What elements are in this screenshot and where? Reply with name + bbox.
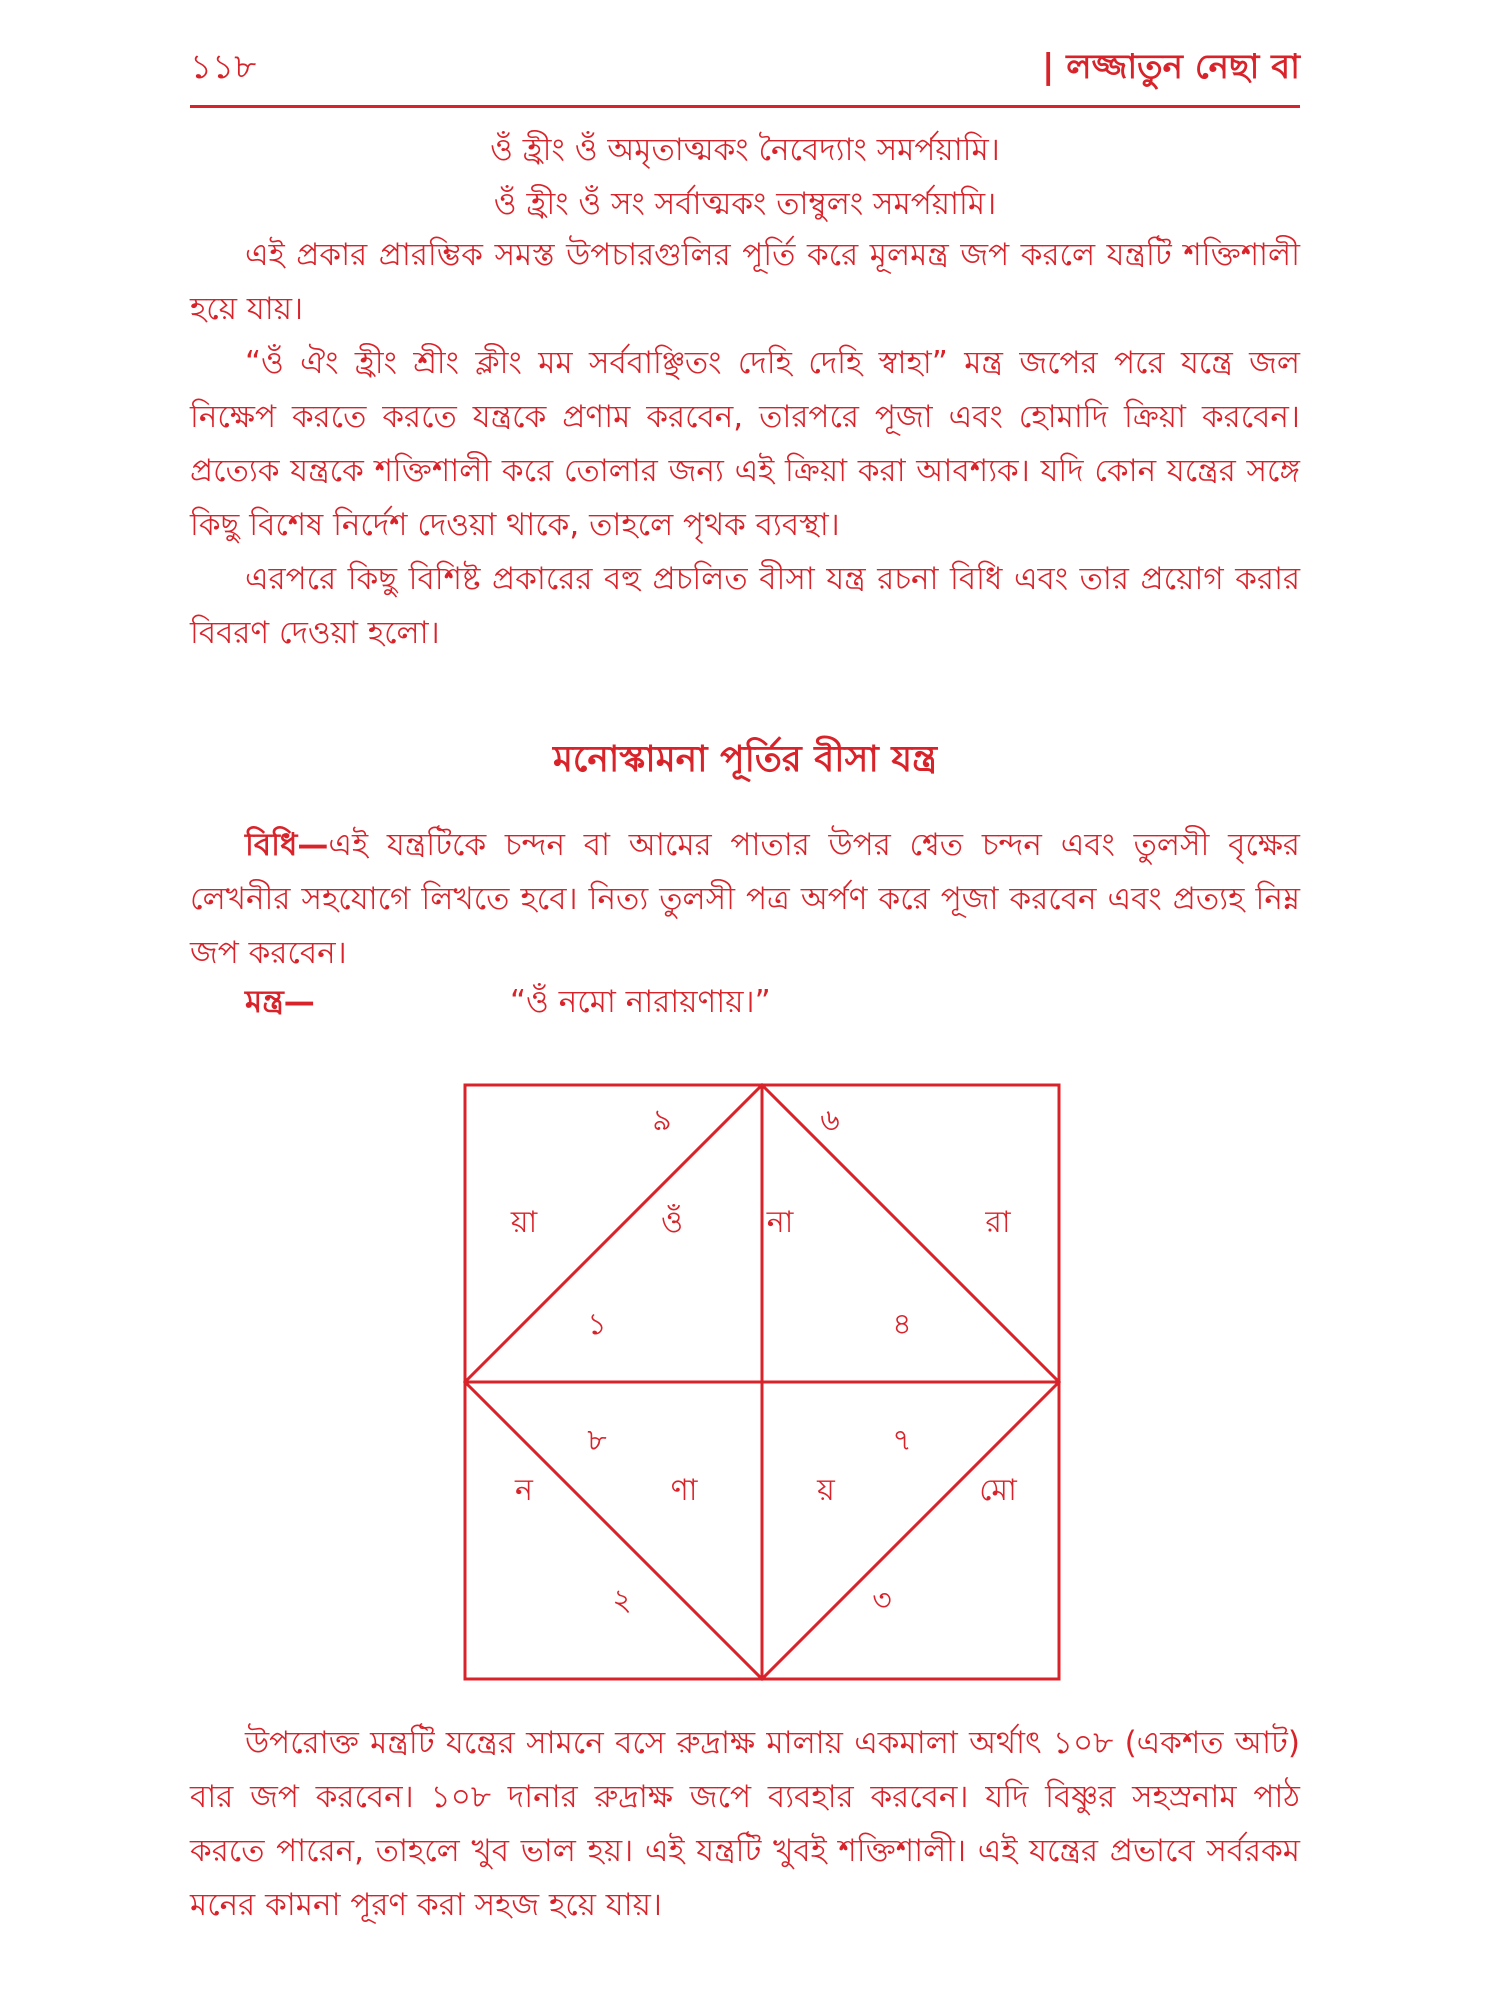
yantra-cell-top-left-number: ৯: [652, 1103, 672, 1138]
yantra-cell-lower-right-letter: মো: [979, 1473, 1017, 1508]
paragraph-2: “ওঁ ঐং হ্রীং শ্রীং ক্লীং মম সর্ববাঞ্ছিতং দেহি দেহি স্বাহা” মন্ত্র জপের পরে যন্ত্রে জল নিক্ষেপ করতে করতে যন্ত্রকে প্রণাম করবেন, তারপরে পূজা এবং হোমাদি ক্রিয়া করবেন। প্রত্যেক যন্ত্রকে শক্তিশালী করে তোলার জন্য এই ক্রিয়া করা আবশ্যক। যদি কোন যন্ত্রের সঙ্গে কিছু বিশেষ নির্দেশ দেওয়া থাকে, তাহলে পৃথক ব্যবস্থা।: [190, 345, 1300, 543]
yantra-cell-bottom-left-number: ২: [612, 1583, 632, 1618]
closing-paragraph: উপরোক্ত মন্ত্রটি যন্ত্রের সামনে বসে রুদ্রাক্ষ মালায় একমালা অর্থাৎ ১০৮ (একশত আট) বার জপ করবেন। ১০৮ দানার রুদ্রাক্ষ জপে ব্যবহার করবেন। যদি বিষ্ণুর সহস্রনাম পাঠ করতে পারেন, তাহলে খুব ভাল হয়। এই যন্ত্রটি খুবই শক্তিশালী। এই যন্ত্রের প্রভাবে সর্বরকম মনের কামনা পূরণ করা সহজ হয়ে যায়।: [190, 1725, 1300, 1923]
yantra-cell-upper-left-letter: য়া: [510, 1205, 538, 1240]
vidhi-label: বিধি—: [245, 827, 329, 863]
yantra-cell-lower-left-letter: ন: [515, 1473, 533, 1508]
vidhi-paragraph: [190, 818, 1300, 980]
yantra-cell-upper-right-letter: রা: [985, 1205, 1011, 1240]
yantra-cell-top-right-number: ৬: [820, 1103, 840, 1138]
yantra-cell-upper-right-inner-number: ৪: [892, 1307, 912, 1342]
yantra-cell-bottom-right-number: ৩: [872, 1583, 892, 1618]
page-number: ১১৮: [190, 47, 257, 87]
paragraph-1: এই প্রকার প্রারম্ভিক সমস্ত উপচারগুলির পূর্তি করে মূলমন্ত্র জপ করলে যন্ত্রটি শক্তিশালী হয়ে যায়।: [190, 237, 1300, 327]
mantra-line-2: ওঁ হ্রীং ওঁ সং সর্বাত্মকং তাম্বুলং সমর্পয়ামি।: [493, 186, 997, 222]
yantra-cell-upper-center-left: ওঁ: [660, 1205, 684, 1240]
yantra-cell-lower-center-right: য়: [817, 1473, 835, 1508]
paragraph-3: এরপরে কিছু বিশিষ্ট প্রকারের বহু প্রচলিত বীসা যন্ত্র রচনা বিধি এবং তার প্রয়োগ করার বিবরণ দেওয়া হলো।: [190, 561, 1300, 651]
vidhi-text: এই যন্ত্রটিকে চন্দন বা আমের পাতার উপর শ্বেত চন্দন এবং তুলসী বৃক্ষের লেখনীর সহযোগে লিখতে হবে। নিত্য তুলসী পত্র অর্পণ করে পূজা করবেন এবং প্রত্যহ নিম্ন জপ করবেন।: [190, 827, 1300, 971]
header-rule: [190, 105, 1300, 108]
yantra-cell-upper-left-inner-number: ১: [587, 1307, 607, 1342]
mantra-text: “ওঁ নমো নারায়ণায়।”: [510, 984, 771, 1020]
beesa-yantra: [462, 1082, 1062, 1682]
yantra-cell-upper-center-right: না: [766, 1205, 794, 1240]
running-title: | লজ্জাতুন নেছা বা: [1042, 47, 1300, 87]
mantra-line-1: ওঁ হ্রীং ওঁ অমৃতাত্মকং নৈবেদ্যাং সমর্পয়ামি।: [490, 132, 1000, 168]
yantra-cell-lower-left-inner-number: ৮: [587, 1423, 607, 1458]
yantra-cell-lower-right-inner-number: ৭: [892, 1423, 912, 1458]
yantra-cell-lower-center-left: ণা: [670, 1473, 698, 1508]
section-title: মনোস্কামনা পূর্তির বীসা যন্ত্র: [552, 739, 938, 780]
mantra-label: মন্ত্র—: [245, 984, 315, 1020]
